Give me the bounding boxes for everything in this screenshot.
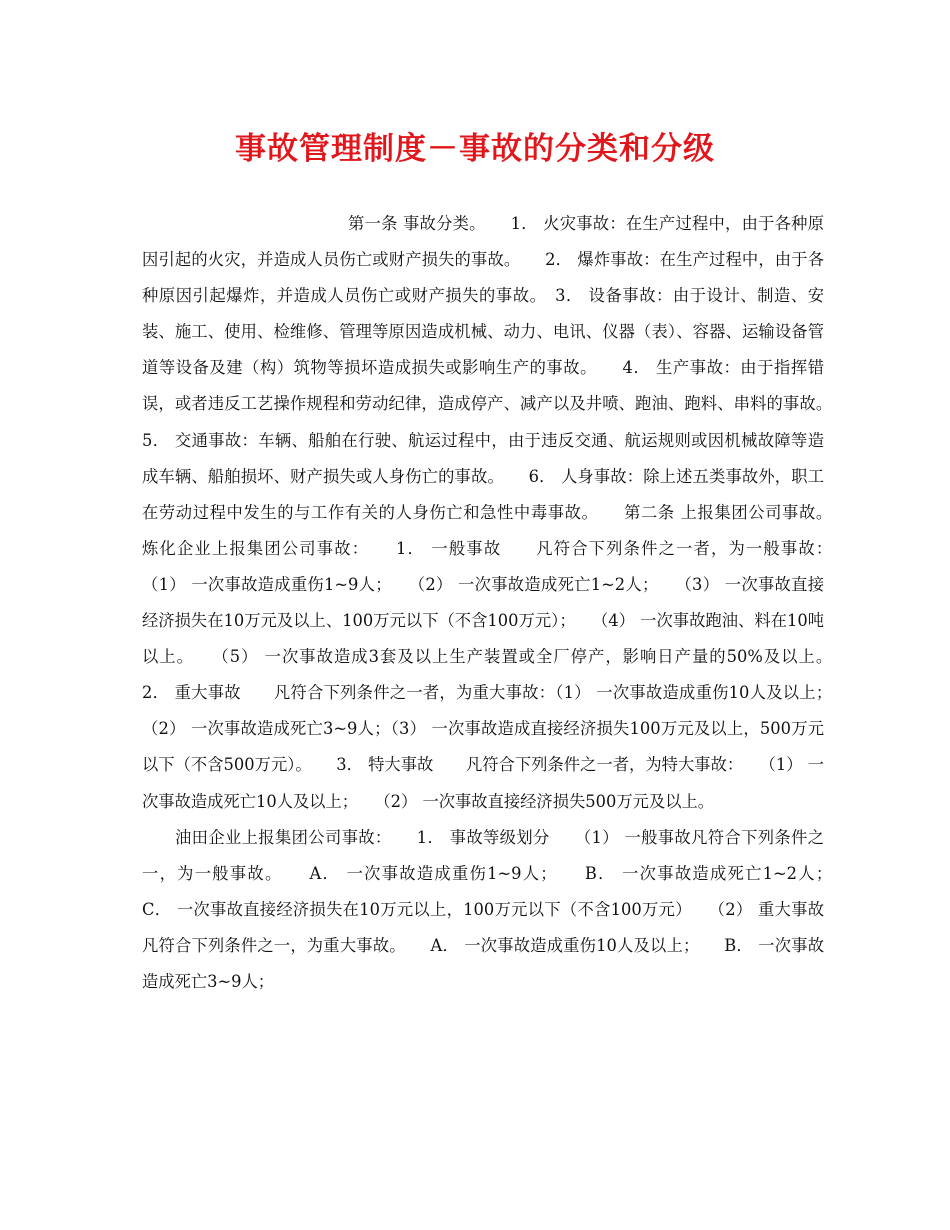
- paragraph-classification-and-refining: 第一条 事故分类。 1． 火灾事故：在生产过程中，由于各种原因引起的火灾，并造成人员伤亡或财产损失的事故。 2． 爆炸事故：在生产过程中，由于各种原因引起爆炸，并造成人员伤亡或财产损失的事故。 3． 设备事故：由于设计、制造、安装、施工、使用、检维修、管理等原因造成机械、动力、电讯、仪器（表）、容器、运输设备管道等设备及建（构）筑物等损坏造成损失或影响生产的事故。 4． 生产事故：由于指挥错误，或者违反工艺操作规程和劳动纪律，造成停产、减产以及井喷、跑油、跑料、串料的事故。 5． 交通事故：车辆、船舶在行驶、航运过程中，由于违反交通、航运规则或因机械故障等造成车辆、船舶损坏、财产损失或人身伤亡的事故。 6． 人身事故：除上述五类事故外，职工在劳动过程中发生的与工作有关的人身伤亡和急性中毒事故。 第二条 上报集团公司事故。 炼化企业上报集团公司事故： 1． 一般事故 凡符合下列条件之一者，为一般事故： （1） 一次事故造成重伤1~9人； （2） 一次事故造成死亡1~2人； （3） 一次事故直接经济损失在10万元及以上、100万元以下（不含100万元）； （4） 一次事故跑油、料在10吨以上。 （5） 一次事故造成3套及以上生产装置或全厂停产，影响日产量的50%及以上。 2． 重大事故 凡符合下列条件之一者，为重大事故：（1） 一次事故造成重伤10人及以上； （2） 一次事故造成死亡3~9人；（3） 一次事故造成直接经济损失100万元及以上，500万元以下（不含500万元）。 3． 特大事故 凡符合下列条件之一者，为特大事故： （1） 一次事故造成死亡10人及以上； （2） 一次事故直接经济损失500万元及以上。: [142, 214, 857, 811]
- document-title: 事故管理制度－事故的分类和分级: [235, 131, 715, 167]
- document-body: [142, 206, 857, 1000]
- paragraph-oilfield: 油田企业上报集团公司事故： 1． 事故等级划分 （1） 一般事故凡符合下列条件之一，为一般事故。 A． 一次事故造成重伤1~9人； B． 一次事故造成死亡1~2人； C． 一次事故直接经济损失在10万元以上，100万元以下（不含100万元） （2） 重大事故 凡符合下列条件之一，为重大事故。 A． 一次事故造成重伤10人及以上； B． 一次事故造成死亡3~9人；: [142, 827, 857, 991]
